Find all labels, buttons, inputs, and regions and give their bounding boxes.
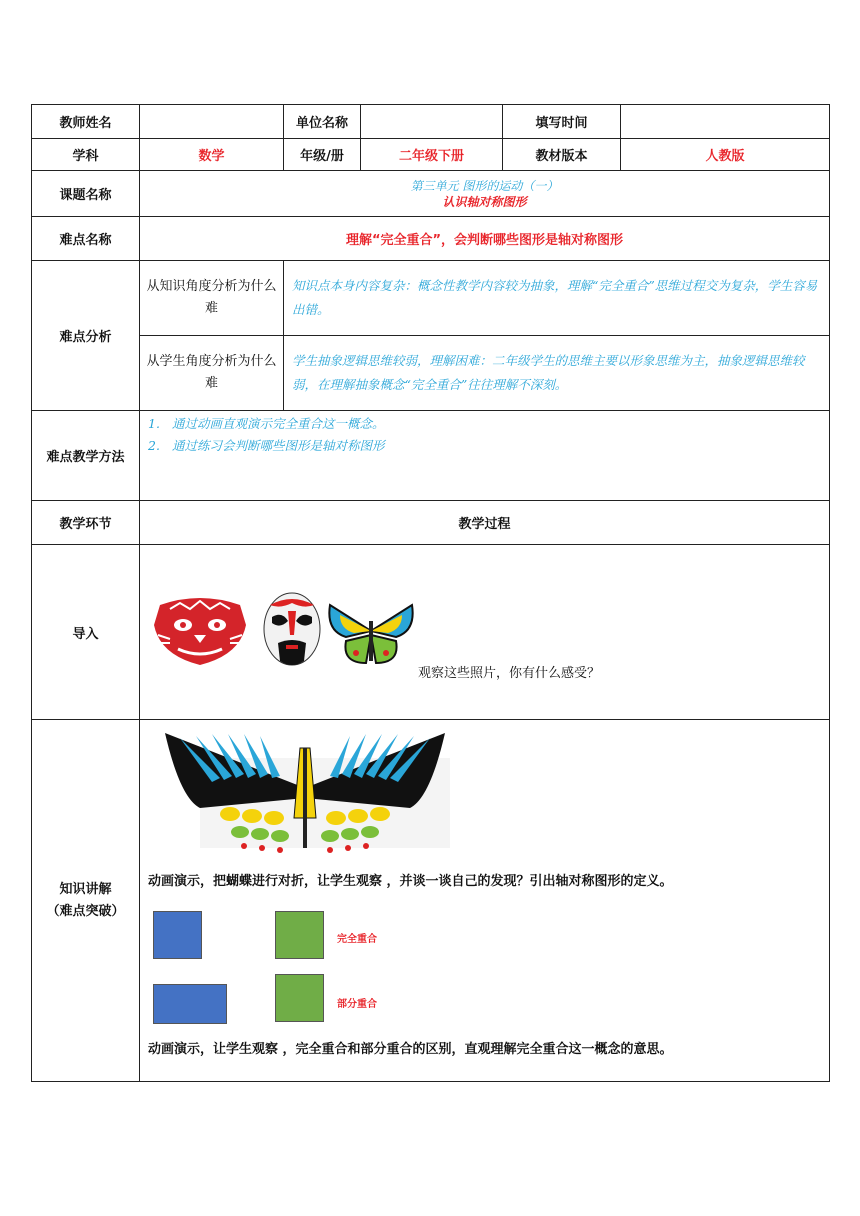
grade-label: 年级/册 [284,139,361,171]
blue-square-shape [153,911,202,959]
edition-value: 人教版 [621,139,830,171]
fill-time-value[interactable] [621,105,830,139]
knowledge-angle-label: 从知识角度分析为什么难 [140,261,284,336]
method-item: 2. 通过练习会判断哪些图形是轴对称图形 [148,438,385,453]
intro-caption: 观察这些照片，你有什么感受？ [418,666,601,681]
topic-cell [140,171,830,217]
knowledge-label-line2: （难点突破） [46,903,125,919]
teacher-name-label: 教师姓名 [32,105,140,139]
subject-label: 学科 [32,139,140,171]
difficulty-value: 理解“完全重合”，会判断哪些图形是轴对称图形 [140,217,830,261]
method-item: 1. 通过动画直观演示完全重合这一概念。 [148,416,385,431]
student-angle-text: 学生抽象逻辑思维较弱，理解困难：二年级学生的思维主要以形象思维为主，抽象逻辑思维较弱，在理解抽象概念“完全重合”往往理解不深刻。 [284,336,830,411]
lesson-plan-table [31,104,830,1082]
partial-overlap-label: 部分重合 [337,999,377,1010]
full-overlap-label: 完全重合 [337,934,377,945]
topic-unit-title: 第三单元 图形的运动（一） [410,178,559,193]
opera-mask-image [260,589,324,673]
butterfly-image [326,601,416,671]
analysis-label: 难点分析 [32,261,140,411]
grade-value: 二年级下册 [361,139,503,171]
knowledge-text-2: 动画演示，让学生观察 ，完全重合和部分重合的区别，直观理解完全重合这一概念的意思。 [148,1042,673,1057]
method-label: 难点教学方法 [32,411,140,501]
butterfly-fold-image [160,728,450,860]
topic-lesson-title: 认识轴对称图形 [442,194,527,209]
method-cell [140,411,830,501]
difficulty-label: 难点名称 [32,217,140,261]
unit-value[interactable] [361,105,503,139]
intro-label: 导入 [32,545,140,720]
knowledge-cell [140,720,830,1082]
teacher-name-value[interactable] [140,105,284,139]
intro-cell [140,545,830,720]
student-angle-label: 从学生角度分析为什么难 [140,336,284,411]
knowledge-text-1: 动画演示，把蝴蝶进行对折，让学生观察 ，并谈一谈自己的发现？引出轴对称图形的定义。 [148,874,673,889]
process-header: 教学过程 [140,501,830,545]
method-list [140,411,829,457]
edition-label: 教材版本 [503,139,621,171]
fill-time-label: 填写时间 [503,105,621,139]
tiger-papercut-image [150,595,250,667]
stage-header: 教学环节 [32,501,140,545]
topic-label: 课题名称 [32,171,140,217]
lesson-plan-page [31,104,829,1082]
green-square-shape [275,911,324,959]
knowledge-label [32,720,140,1082]
unit-label: 单位名称 [284,105,361,139]
knowledge-label-line1: 知识讲解 [59,881,112,897]
blue-rectangle-shape [153,984,227,1024]
knowledge-angle-text: 知识点本身内容复杂：概念性教学内容较为抽象，理解“完全重合”思维过程交为复杂，学生容易出错。 [284,261,830,336]
green-square-shape-2 [275,974,324,1022]
subject-value: 数学 [140,139,284,171]
